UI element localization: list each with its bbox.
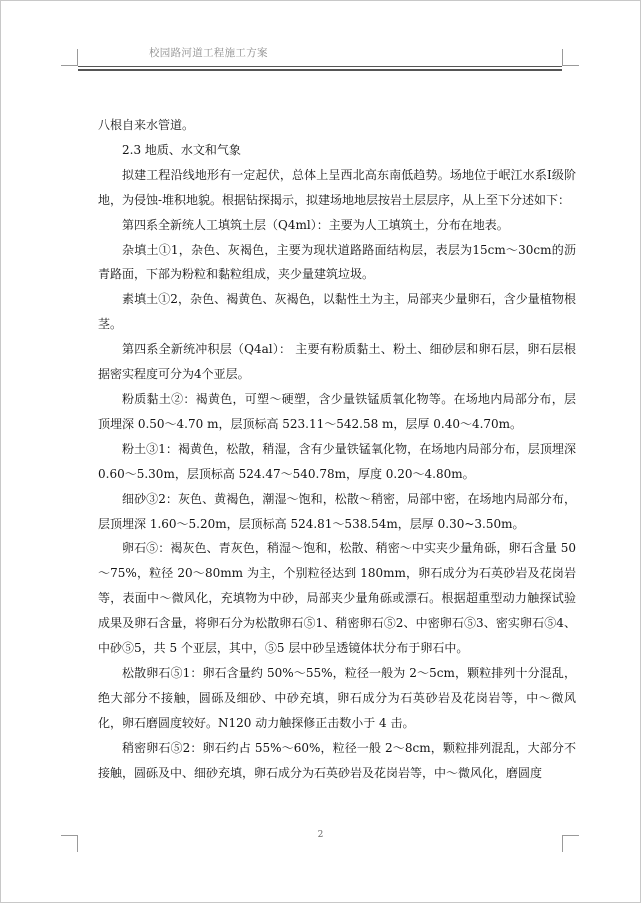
page-number: 2	[317, 830, 324, 840]
crop-mark-top-left-v	[77, 49, 78, 66]
paragraph: 卵石⑤：褐灰色、青灰色，稍湿～饱和，松散、稍密～中实夹少量角砾，卵石含量 50～75%，粒径 20～80mm 为主，个别粒径达到 180mm，卵石成分为石英砂岩及花岗岩等，表面中～微风化，充填物为中砂，局部夹少量角砾或漂石。根据超重型动力触探试验成果及卵石含量，将卵石分为松散卵石⑤1、稍密卵石⑤2、中密卵石⑤3、密实卵石⑤4、中砂⑤5，共 5 个亚层，其中，⑤5 层中砂呈透镜体状分布于卵石中。	[98, 541, 576, 656]
paragraph: 粉土③1：褐黄色，松散，稍湿，含有少量铁锰氧化物，在场地内局部分布，层顶埋深 0.60～5.30m，层顶标高 524.47～540.78m，厚度 0.20～4.80m。	[98, 441, 576, 481]
paragraph: 第四系全新统人工填筑土层（Q4ml）：主要为人工填筑土，分布在地表。	[122, 217, 509, 232]
section-heading: 2.3 地质、水文和气象	[122, 142, 241, 157]
paragraph: 第四系全新统冲积层（Q4al）： 主要有粉质黏土、粉土、细砂层和卵石层，卵石层根据密实程度可分为4个亚层。	[98, 342, 576, 382]
header-rule-thin	[78, 66, 562, 67]
crop-mark-top-right-h	[562, 65, 579, 66]
crop-mark-top-left-h	[61, 65, 78, 66]
crop-mark-top-right-v	[562, 49, 563, 66]
paragraph: 杂填土①1，杂色、灰褐色，主要为现状道路路面结构层，表层为15cm～30cm的沥青路面，下部为粉粒和黏粒组成，夹少量建筑垃圾。	[98, 242, 576, 282]
header-rule-thick	[78, 69, 562, 71]
paragraph: 稍密卵石⑤2：卵石约占 55%～60%，粒径一般 2～8cm，颗粒排列混乱，大部分不接触，圆砾及中、细砂充填，卵石成分为石英砂岩及花岗岩等，中～微风化，磨圆度	[98, 740, 576, 780]
header-title: 校园路河道工程施工方案	[149, 47, 268, 59]
paragraph: 拟建工程沿线地形有一定起伏，总体上呈西北高东南低趋势。场地位于岷江水系Ⅰ级阶地，为侵蚀-堆积地貌。根据钻探揭示，拟建场地地层按岩土层层序，从上至下分述如下：	[98, 167, 576, 207]
paragraph: 八根自来水管道。	[98, 118, 195, 132]
paragraph: 松散卵石⑤1：卵石含量约 50%～55%，粒径一般为 2～5cm，颗粒排列十分混乱，绝大部分不接触，圆砾及细砂、中砂充填，卵石成分为石英砂岩及花岗岩等，中～微风化，卵石磨圆度较好。N120 动力触探修正击数小于 4 击。	[98, 665, 576, 730]
paragraph: 素填土①2，杂色、褐黄色、灰褐色，以黏性土为主，局部夹少量卵石，含少量植物根茎。	[98, 292, 576, 332]
paragraph: 细砂③2：灰色、黄褐色，潮湿～饱和，松散～稍密，局部中密，在场地内局部分布，层顶埋深 1.60～5.20m，层顶标高 524.81～538.54m，层厚 0.30~3.50m。	[98, 491, 576, 531]
document-body	[98, 113, 576, 785]
paragraph: 粉质黏土②：褐黄色，可塑～硬塑，含少量铁锰质氧化物等。在场地内局部分布，层顶埋深 0.50～4.70 m，层顶标高 523.11～542.58 m，层厚 0.40～4.70m。	[98, 391, 576, 431]
